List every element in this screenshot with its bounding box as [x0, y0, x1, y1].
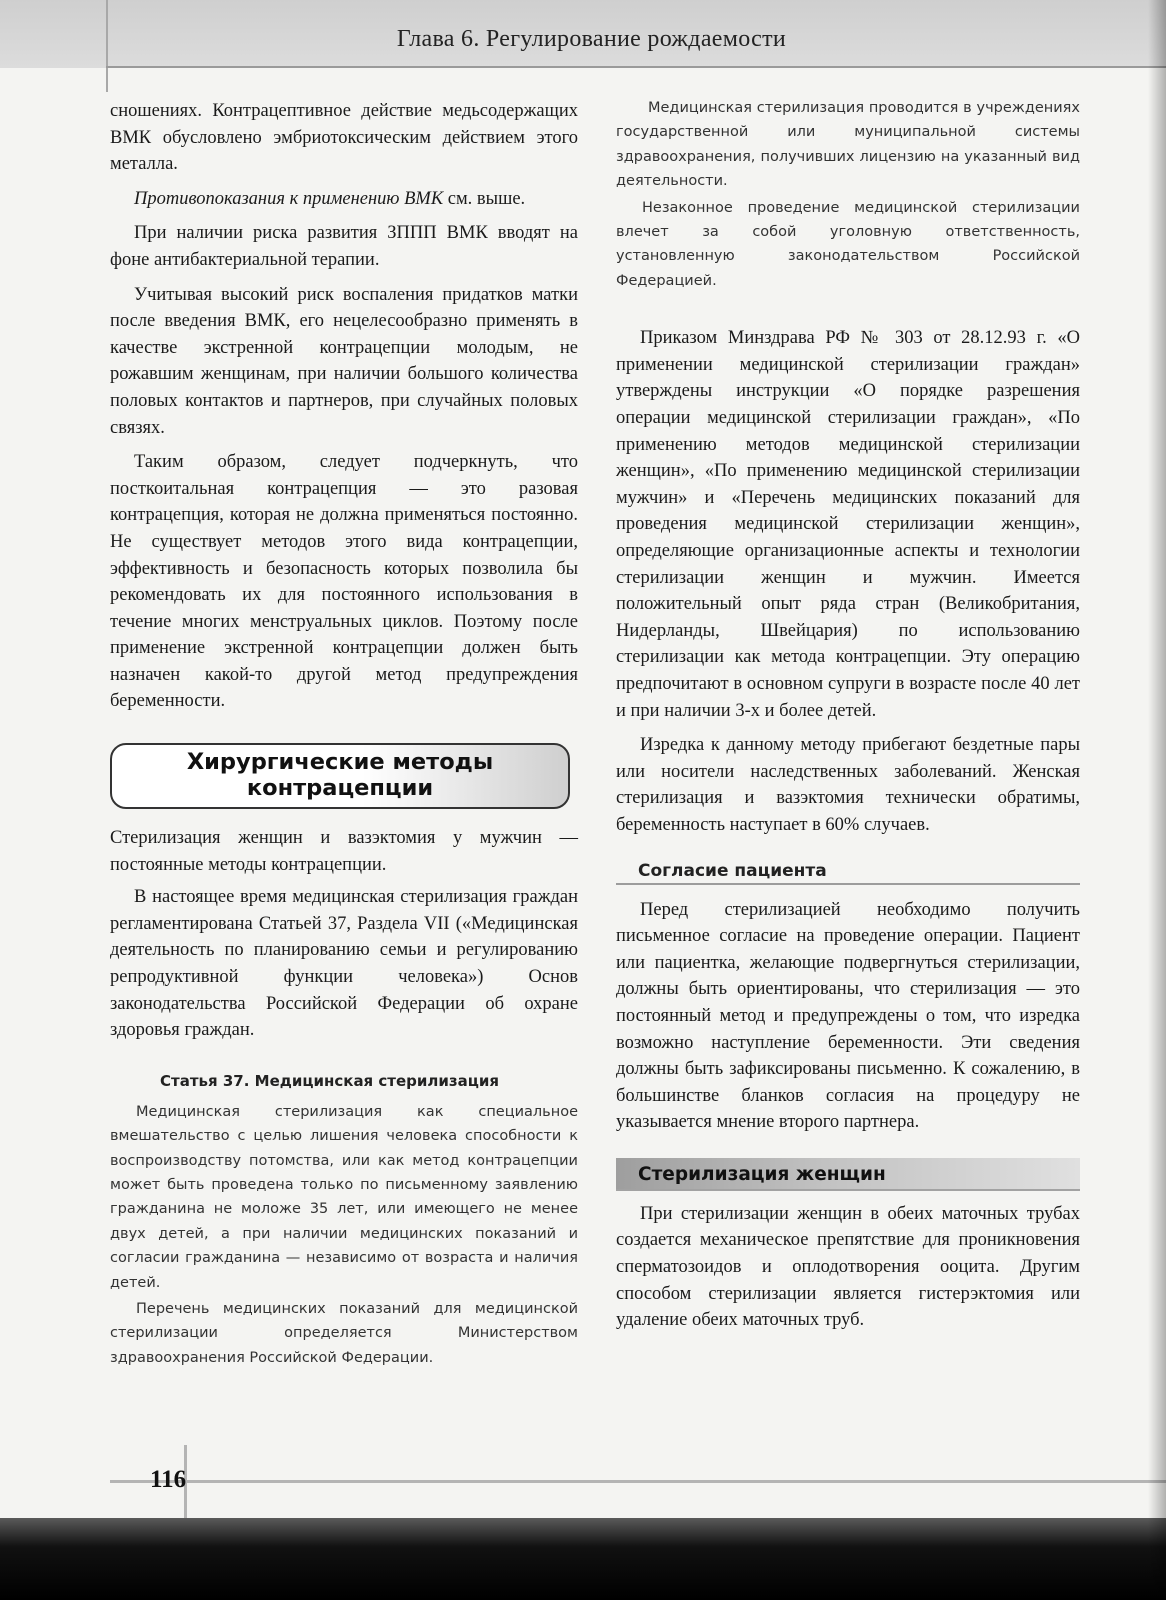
section-heading	[112, 750, 568, 801]
spacer	[616, 295, 1080, 325]
paragraph-contraindications	[110, 186, 578, 213]
page-number: 116	[150, 1466, 187, 1493]
subsection-heading-consent: Согласие пациента	[616, 861, 1080, 885]
paragraph: Перед стерилизацией необходимо получить письменное согласие на проведение операции. Пациент или пациентка, желающие подвергнуться стерилизации, должны быть ориентированы, что стерилизация — это постоянный метод и предупреждены о том, что изредка возможно наступление беременности. Эти сведения должны быть зафиксированы письменно. К сожалению, в большинстве бланков согласия на процедуру не указывается мнение второго партнера.	[616, 899, 1080, 1133]
section-heading-line: контрацепции	[246, 774, 434, 801]
paragraph: При стерилизации женщин в обеих маточных трубах создается механическое препятствие для проникновения сперматозоидов и оплодотворения ооцита. Другим способом стерилизации является гистерэктомия или удаление обеих маточных труб.	[616, 1203, 1080, 1331]
header-divider-horizontal	[106, 66, 1166, 68]
law-text: Перечень медицинских показаний для медицинской стерилизации определяется Министерством здравоохранения Российской Федерации.	[110, 1301, 578, 1366]
law-text: Медицинская стерилизация проводится в учреждениях государственной или муниципальной системы здравоохранения, получивших лицензию на указанный вид деятельности.	[616, 100, 1080, 190]
paragraph: Стерилизация женщин и вазэктомия у мужчин — постоянные методы контрацепции.	[110, 828, 578, 875]
chapter-title: Глава 6. Регулирование рождаемости	[396, 26, 786, 52]
paragraph: Изредка к данному методу прибегают бездетные пары или носители наследственных заболеваний. Женская стерилизация и вазэктомия технически обратимы, беременность наступает в 60% случаев.	[616, 735, 1080, 835]
right-column	[616, 96, 1080, 1342]
left-column	[110, 98, 578, 1372]
paragraph: сношениях. Контрацептивное действие медьсодержащих ВМК обусловлено эмбриотоксическим действием этого металла.	[110, 101, 578, 175]
paragraph: Таким образом, следует подчеркнуть, что посткоитальная контрацепция — это разовая контрацепция, которая не должна применяться постоянно. Не существует методов этого вида контрацепции, эффективность и безопасность которых позволила бы рекомендовать их для постоянного использования в течение многих менструальных циклов. Поэтому после применение экстренной контрацепции должен быть назначен какой-то другой метод предупреждения беременности.	[110, 452, 578, 712]
footer-divider	[110, 1480, 1166, 1483]
section-heading-line: Хирургические методы	[186, 749, 494, 776]
subsection-heading-female-sterilization: Стерилизация женщин	[616, 1158, 1080, 1191]
header-divider-vertical	[106, 0, 108, 92]
law-text: Незаконное проведение медицинской стерилизации влечет за собой уголовную ответственность, установленную законодательством Российской Федерацией.	[616, 199, 1080, 289]
paragraph: Приказом Минздрава РФ № 303 от 28.12.93 г. «О применении медицинской стерилизации граждан» утверждены инструкции «О порядке разрешения операции медицинской стерилизации граждан», «По применению методов медицинской стерилизации женщин», «По применению медицинской стерилизации мужчин» и «Перечень медицинских показаний для проведения медицинской стерилизации женщин», определяющие организационные аспекты и технологии стерилизации женщин и мужчин. Имеется положительный опыт ряда стран (Великобритания, Нидерланды, Швейцария) по использованию стерилизации как метода контрацепции. Эту операцию предпочитают в основном супруги в возрасте после 40 лет и при наличии 3-х и более детей.	[616, 328, 1080, 721]
paragraph: Учитывая высокий риск воспаления придатков матки после введения ВМК, его нецелесообразно применять в качестве экстренной контрацепции молодым, не рожавшим женщинам, при наличии большого количества половых контактов и партнеров, при случайных половых связях.	[110, 284, 578, 438]
paragraph: При наличии риска развития ЗППП ВМК вводят на фоне антибактериальной терапии.	[110, 223, 578, 270]
italic-term: Противопоказания к применению ВМК	[134, 188, 444, 209]
paragraph: В настоящее время медицинская стерилизация граждан регламентирована Статьей 37, Раздела VII («Медицинская деятельность по планированию семьи и регулированию репродуктивной функции человека») Основ законодательства Российской Федерации об охране здоровья граждан.	[110, 887, 578, 1041]
scan-shadow-right	[1148, 0, 1166, 1600]
law-article-heading: Статья 37. Медицинская стерилизация	[160, 1071, 500, 1090]
law-text: Медицинская стерилизация как специальное вмешательство с целью лишения человека способности к воспроизводству потомства, или как метод контрацепции может быть проведена только по письменному заявлению гражданина не моложе 35 лет, или имеющего не менее двух детей, а при наличии медицинских показаний и согласии гражданина — независимо от возраста и наличия детей.	[110, 1103, 578, 1291]
scan-shadow-bottom	[0, 1518, 1166, 1600]
paragraph-text: см. выше.	[443, 188, 526, 209]
section-heading-box	[110, 743, 570, 809]
